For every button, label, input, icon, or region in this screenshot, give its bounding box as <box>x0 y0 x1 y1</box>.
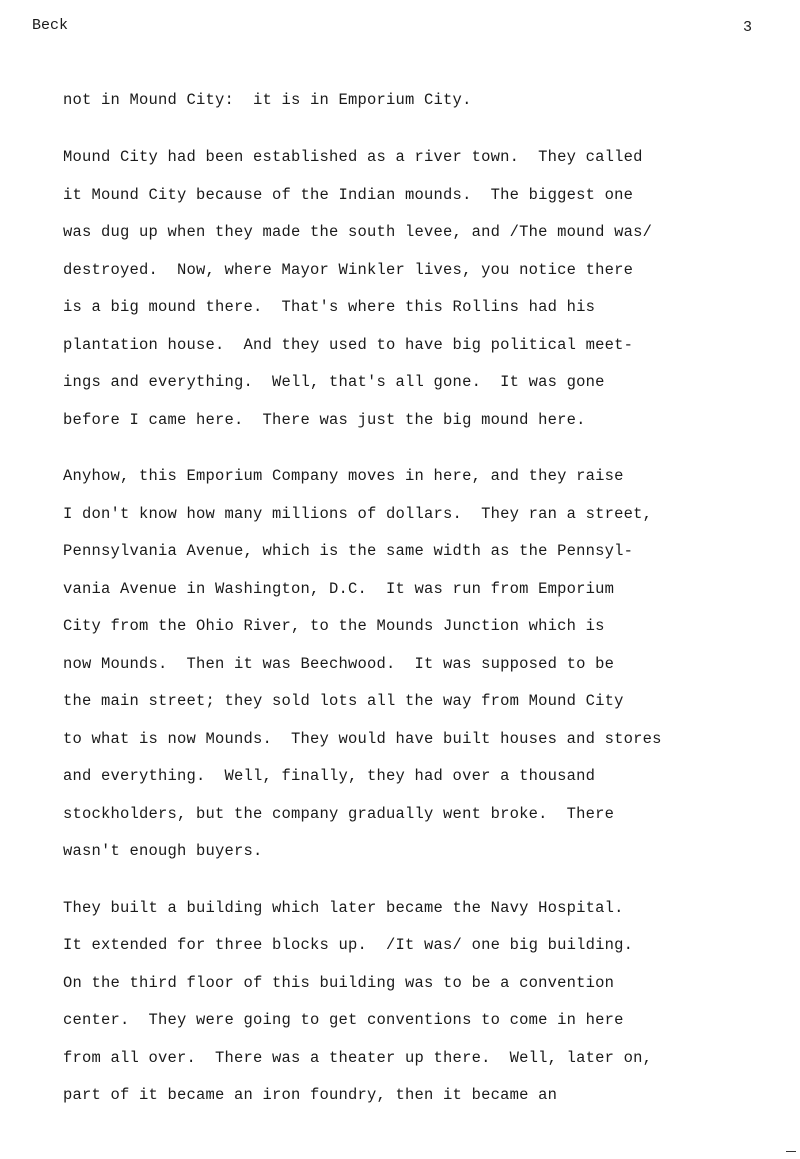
text-line: stockholders, but the company gradually went broke. There <box>63 805 615 823</box>
text-line: was dug up when they made the south levee, and /The mound was/ <box>63 223 653 241</box>
text-line: Mound City had been established as a river town. They called <box>63 148 643 166</box>
text-line: wasn't enough buyers. <box>63 842 263 860</box>
text-line: Anyhow, this Emporium Company moves in here, and they raise <box>63 467 624 485</box>
text-line: On the third floor of this building was to be a convention <box>63 974 615 992</box>
text-line: is a big mound there. That's where this Rollins had his <box>63 298 596 316</box>
text-line: center. They were going to get conventions to come in here <box>63 1011 624 1029</box>
text-line: ings and everything. Well, that's all gone. It was gone <box>63 373 605 391</box>
text-line: from all over. There was a theater up there. Well, later on, <box>63 1049 653 1067</box>
text-line: to what is now Mounds. They would have built houses and stores <box>63 730 662 748</box>
text-line: it Mound City because of the Indian mounds. The biggest one <box>63 186 634 204</box>
text-line: now Mounds. Then it was Beechwood. It was supposed to be <box>63 655 615 673</box>
text-line: I don't know how many millions of dollars. They ran a street, <box>63 505 653 523</box>
text-line: and everything. Well, finally, they had over a thousand <box>63 767 596 785</box>
text-line: part of it became an iron foundry, then it became an <box>63 1086 558 1104</box>
text-line: before I came here. There was just the big mound here. <box>63 411 586 429</box>
header-name: Beck <box>32 17 69 34</box>
text-line: destroyed. Now, where Mayor Winkler lives, you notice there <box>63 261 634 279</box>
text-line: plantation house. And they used to have big political meet- <box>63 336 634 354</box>
text-line: It extended for three blocks up. /It was/ one big building. <box>63 936 634 954</box>
text-line: City from the Ohio River, to the Mounds Junction which is <box>63 617 605 635</box>
text-line: Pennsylvania Avenue, which is the same width as the Pennsyl- <box>63 542 634 560</box>
text-line: They built a building which later became the Navy Hospital. <box>63 899 624 917</box>
page-number: 3 <box>743 19 753 36</box>
text-line: not in Mound City: it is in Emporium City. <box>63 91 472 109</box>
page-edge-mark <box>786 1151 796 1152</box>
text-line: the main street; they sold lots all the way from Mound City <box>63 692 624 710</box>
text-line: vania Avenue in Washington, D.C. It was run from Emporium <box>63 580 615 598</box>
